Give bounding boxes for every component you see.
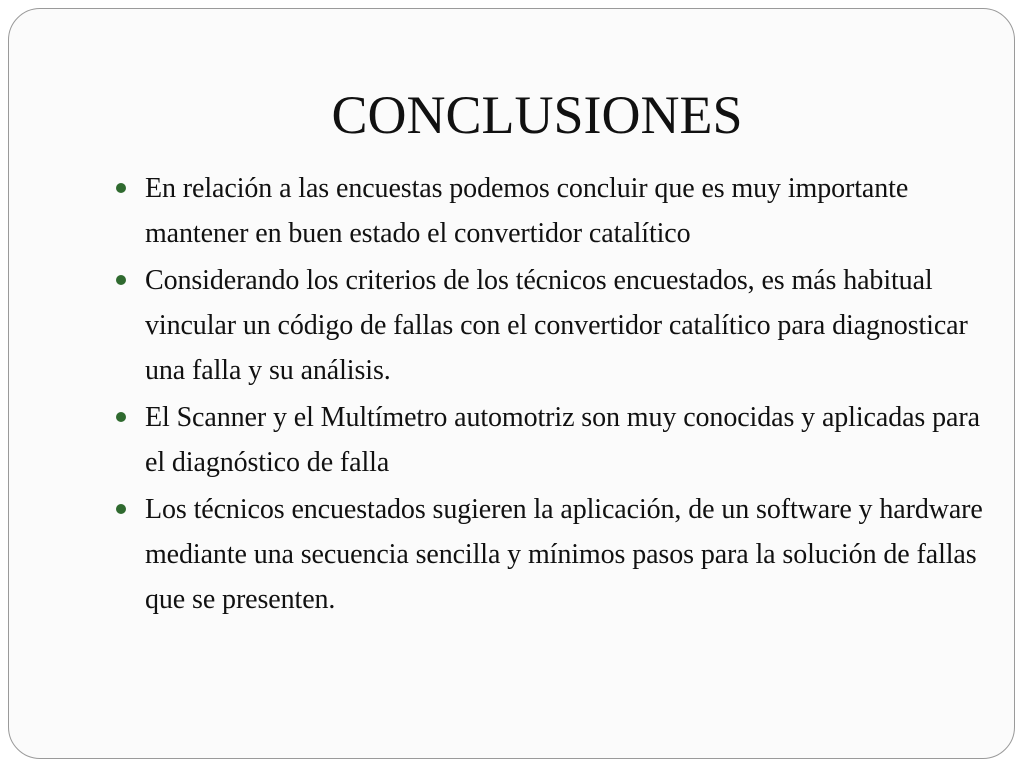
bullet-dot-icon xyxy=(116,275,126,285)
bullet-text: El Scanner y el Multímetro automotriz son muy conocidas y aplicadas para el diagnóstico de falla xyxy=(145,402,980,478)
bullet-text: Los técnicos encuestados sugieren la aplicación, de un software y hardware mediante una secuencia sencilla y mínimos pasos para la solución de fallas que se presenten. xyxy=(145,494,983,615)
slide-title: CONCLUSIONES xyxy=(331,85,743,145)
bullet-dot-icon xyxy=(116,504,126,514)
bullet-item xyxy=(108,166,988,256)
bullet-dot-icon xyxy=(116,183,126,193)
bullet-item xyxy=(108,395,988,485)
bullet-list xyxy=(108,166,988,624)
bullet-text: Considerando los criterios de los técnicos encuestados, es más habitual vincular un código de fallas con el convertidor catalítico para diagnosticar una falla y su análisis. xyxy=(145,265,968,386)
bullet-item xyxy=(108,258,988,393)
bullet-item xyxy=(108,487,988,622)
bullet-text: En relación a las encuestas podemos concluir que es muy importante mantener en buen estado el convertidor catalítico xyxy=(145,173,909,249)
bullet-dot-icon xyxy=(116,412,126,422)
